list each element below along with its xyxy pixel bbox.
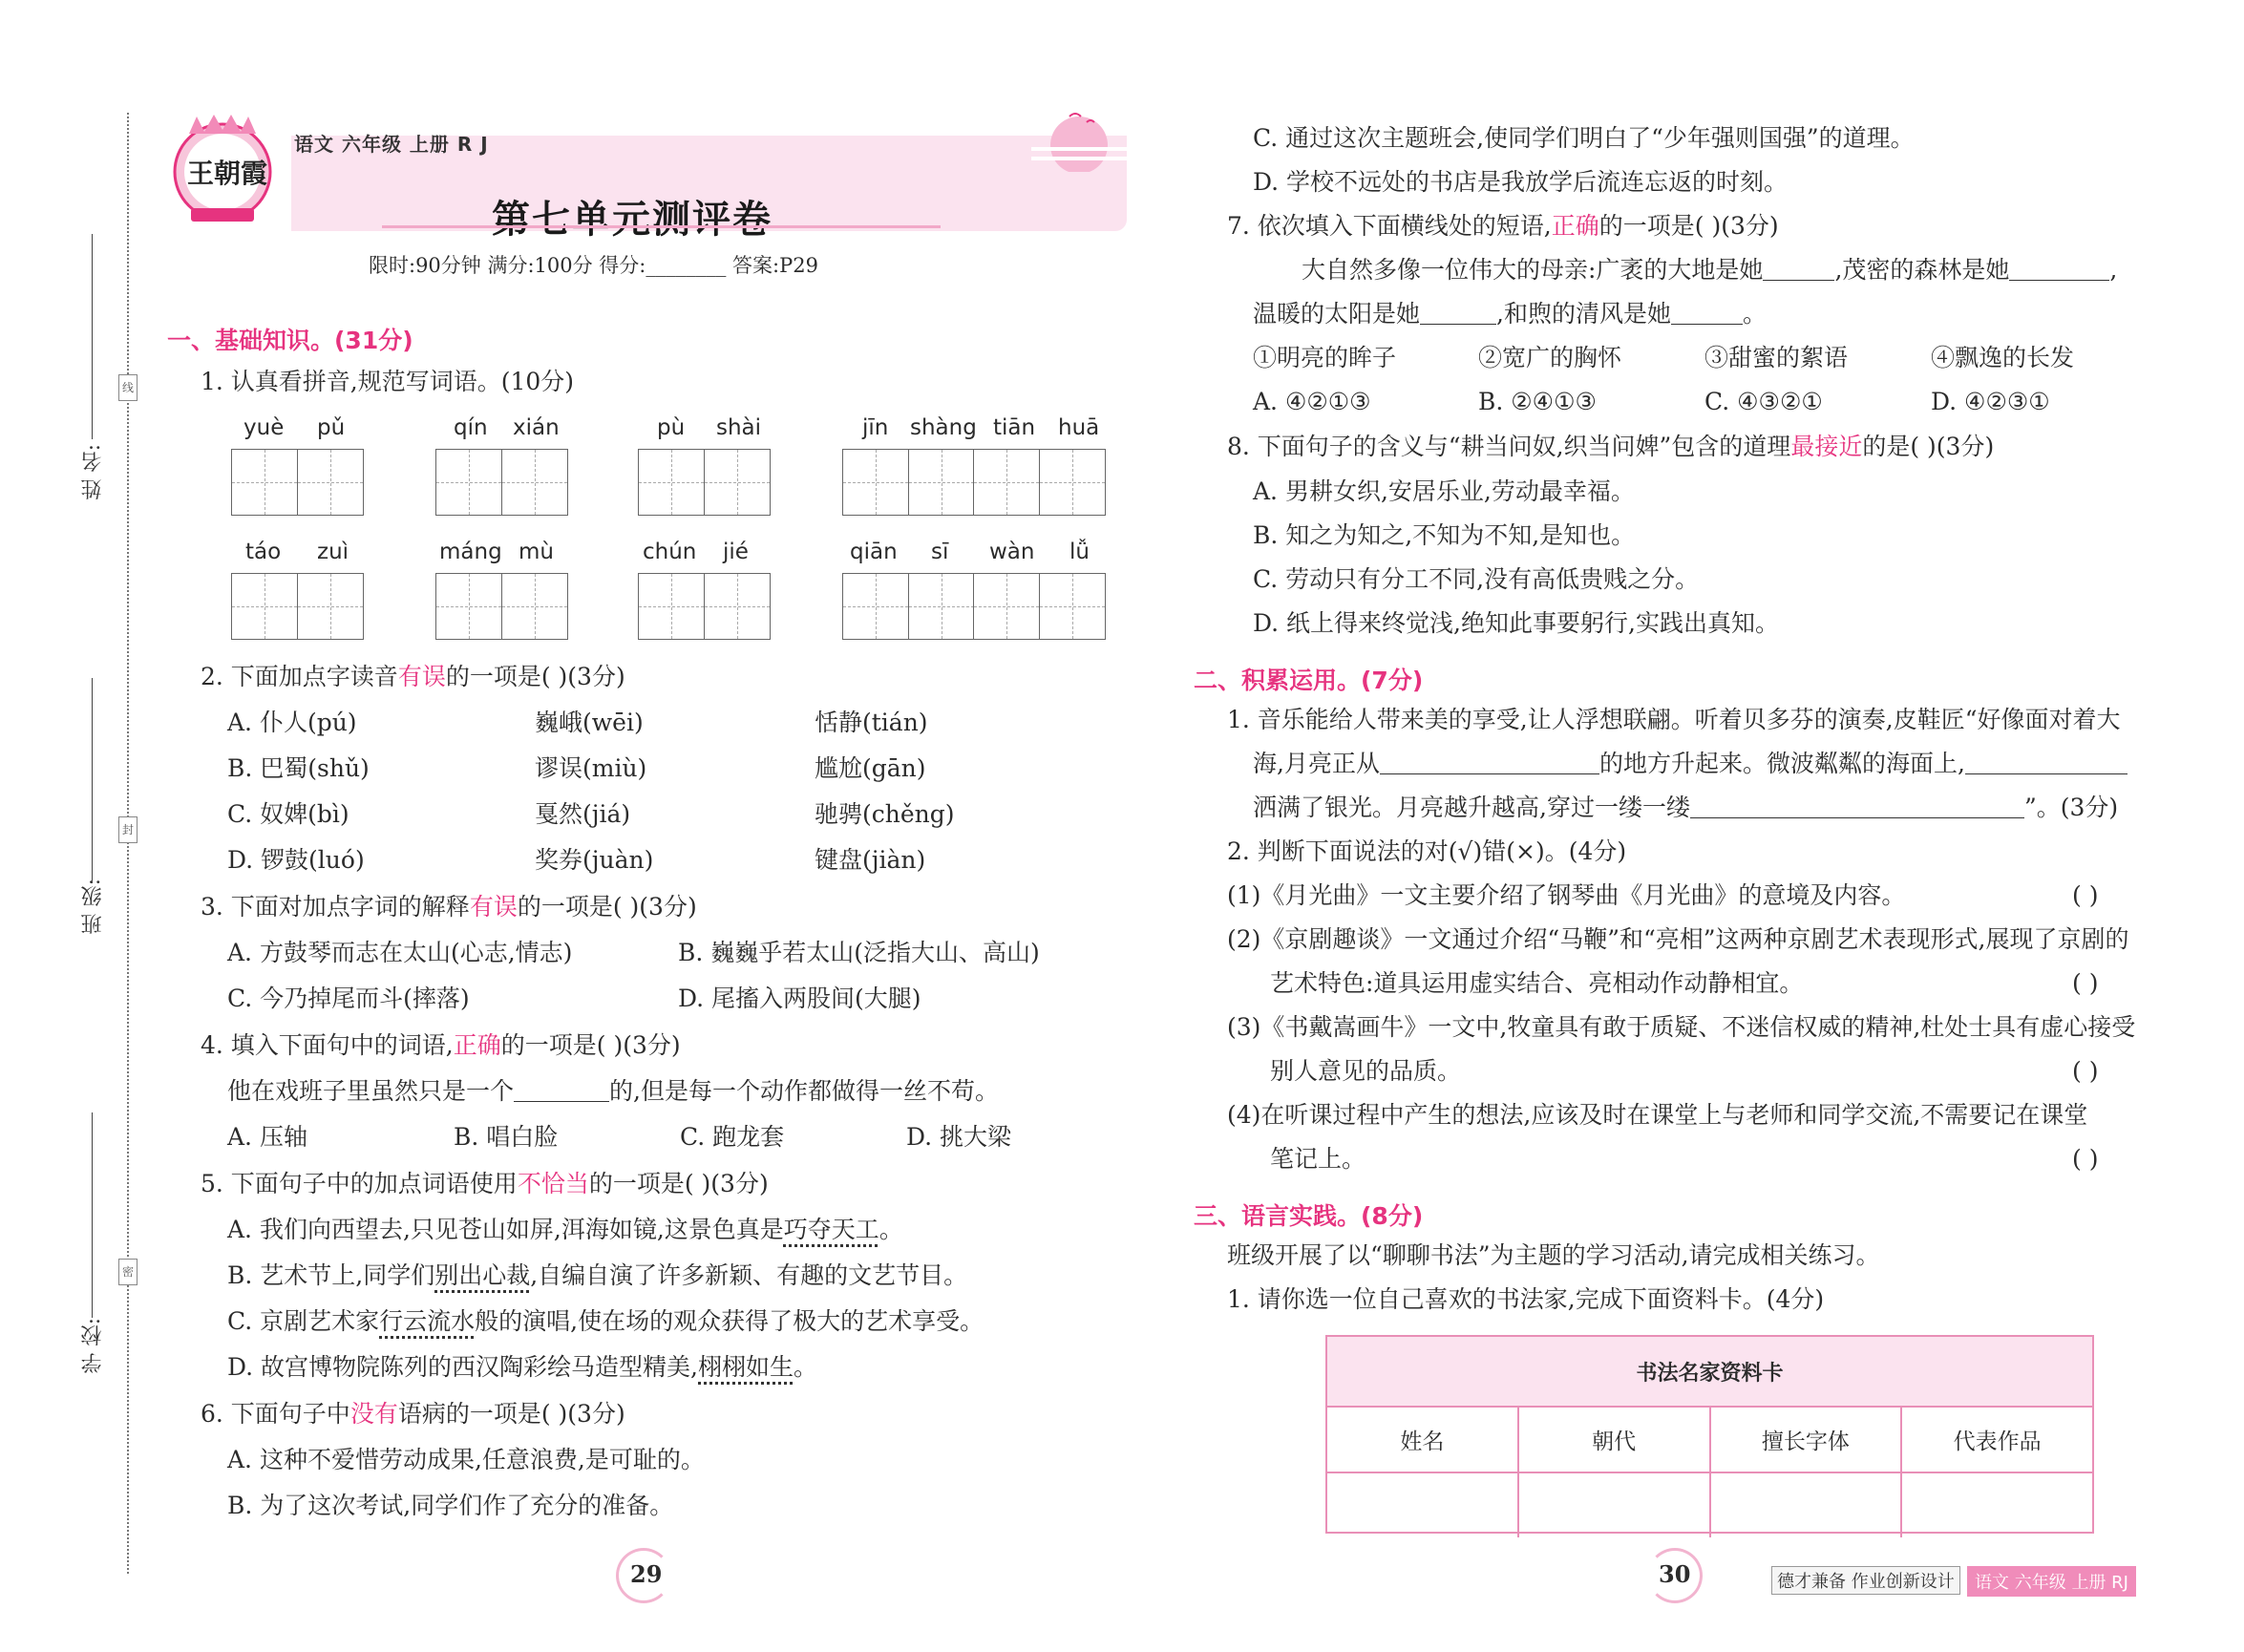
pinyin: yuè — [243, 415, 285, 440]
pinyin: tiān — [993, 415, 1036, 440]
q3-option-d[interactable]: D. 尾搐入两股间(大腿) — [678, 985, 921, 1012]
mark-line: 线 — [118, 374, 138, 401]
pinyin: shàng — [910, 415, 977, 440]
card-answer-row — [1327, 1473, 2092, 1537]
s2-q1-blank-3[interactable] — [1690, 796, 2024, 818]
pinyin: sī — [931, 540, 949, 564]
q2-option-a[interactable]: A. 仆人(pú) — [227, 709, 357, 736]
sun-decoration-icon — [1031, 105, 1127, 172]
card-cell-dynasty[interactable] — [1519, 1473, 1711, 1537]
q2-option-word: 驰骋(chěng) — [815, 800, 955, 828]
q5-option-b[interactable]: B. 艺术节上,同学们别出心裁,自编自演了许多新颖、有趣的文艺节目。 — [227, 1261, 968, 1289]
writing-grid-3[interactable] — [638, 449, 769, 516]
judge-answer-2[interactable]: ( ) — [2072, 969, 2099, 997]
page-title: 第七单元测评卷 — [492, 198, 773, 242]
q2-option-word: 恬静(tián) — [815, 709, 928, 736]
q4-blank[interactable] — [514, 1080, 609, 1102]
q7-item: ①明亮的眸子 — [1253, 344, 1397, 371]
q6-text: 6. 下面句子中没有语病的一项是( )(3分) — [201, 1400, 625, 1428]
writing-grid-6[interactable] — [435, 573, 566, 640]
q6-option-a[interactable]: A. 这种不爱惜劳动成果,任意浪费,是可耻的。 — [227, 1446, 705, 1473]
exam-meta: 限时:90分钟 满分:100分 得分:________ 答案:P29 — [369, 254, 818, 277]
q4-option-b[interactable]: B. 唱白脸 — [454, 1123, 559, 1151]
title-underline — [382, 225, 941, 228]
writing-grid-2[interactable] — [435, 449, 566, 516]
q7-passage-line1: 大自然多像一位伟大的母亲:广袤的大地是她 ,茂密的森林是她 , — [1302, 256, 2118, 284]
q5-text: 5. 下面句子中的加点词语使用不恰当的一项是( )(3分) — [201, 1170, 769, 1197]
judge-answer-1[interactable]: ( ) — [2072, 881, 2099, 909]
q2-option-word: 键盘(jiàn) — [815, 846, 926, 874]
pinyin: jīn — [862, 415, 889, 440]
pinyin: huā — [1058, 415, 1100, 440]
s2-q2-text: 2. 判断下面说法的对(√)错(×)。(4分) — [1227, 837, 1627, 865]
q8-option-b[interactable]: B. 知之为知之,不知为不知,是知也。 — [1253, 521, 1636, 549]
q2-option-word: 戛然(jiá) — [535, 800, 631, 828]
judge-item-4: (4)在听课过程中产生的想法,应该及时在课堂上与老师和同学交流,不需要记在课堂 — [1227, 1101, 2088, 1129]
section-1-title: 一、基础知识。(31分) — [167, 327, 413, 354]
pinyin: wàn — [989, 540, 1035, 564]
card-cell-name[interactable] — [1327, 1473, 1519, 1537]
card-title: 书法名家资料卡 — [1327, 1337, 2092, 1408]
pinyin: xián — [513, 415, 560, 440]
brand-logo-text: 王朝霞 — [187, 158, 268, 189]
pinyin: chún — [643, 540, 697, 564]
mark-seal: 封 — [118, 816, 138, 843]
q7-item: ②宽广的胸怀 — [1478, 344, 1622, 371]
pinyin: mù — [519, 540, 554, 564]
q2-option-word: 谬误(miù) — [535, 754, 647, 782]
card-header-row — [1327, 1408, 2092, 1473]
q8-option-a[interactable]: A. 男耕女织,安居乐业,劳动最幸福。 — [1253, 477, 1635, 505]
writing-grid-1[interactable] — [231, 449, 362, 516]
pinyin: zuì — [317, 540, 349, 564]
judge-item-2-cont: 艺术特色:道具运用虚实结合、亮相动作动静相宜。 — [1270, 969, 1804, 997]
pinyin: qiān — [850, 540, 898, 564]
q2-option-word: 尴尬(gān) — [815, 754, 926, 782]
q7-option-a[interactable]: A. ④②①③ — [1253, 388, 1371, 415]
writing-grid-8[interactable] — [842, 573, 1104, 640]
q6-option-d[interactable]: D. 学校不远处的书店是我放学后流连忘返的时刻。 — [1253, 168, 1789, 196]
q2-option-b[interactable]: B. 巴蜀(shǔ) — [227, 754, 370, 782]
q3-option-c[interactable]: C. 今乃掉尾而斗(摔落) — [227, 985, 470, 1012]
pinyin: máng — [439, 540, 502, 564]
judge-answer-4[interactable]: ( ) — [2072, 1145, 2099, 1173]
q6-option-c[interactable]: C. 通过这次主题班会,使同学们明白了“少年强则国强”的道理。 — [1253, 124, 1915, 152]
judge-item-4-cont: 笔记上。 — [1270, 1145, 1366, 1173]
q7-passage-line2: 温暖的太阳是她 ,和煦的清风是她 。 — [1253, 300, 1767, 328]
q3-option-b[interactable]: B. 巍巍乎若太山(泛指大山、高山) — [678, 939, 1040, 966]
card-cell-works[interactable] — [1902, 1473, 2092, 1537]
q2-option-word: 奖券(juàn) — [535, 846, 654, 874]
q5-option-c[interactable]: C. 京剧艺术家行云流水般的演唱,使在场的观众获得了极大的艺术享受。 — [227, 1307, 984, 1335]
page-number-left: 29 — [630, 1560, 663, 1588]
q4-text: 4. 填入下面句中的词语,正确的一项是( )(3分) — [201, 1031, 681, 1059]
q4-option-c[interactable]: C. 跑龙套 — [680, 1123, 785, 1151]
q5-option-a[interactable]: A. 我们向西望去,只见苍山如屏,洱海如镜,这景色真是巧夺天工。 — [227, 1216, 903, 1243]
name-field[interactable] — [92, 234, 93, 439]
q8-option-d[interactable]: D. 纸上得来终觉浅,绝知此事要躬行,实践出真知。 — [1253, 609, 1779, 637]
q7-option-d[interactable]: D. ④②③① — [1931, 388, 2050, 415]
s2-q1-line3: 洒满了银光。月亮越升越高,穿过一缕一缕 ”。(3分) — [1253, 794, 2119, 821]
q7-blank-3[interactable] — [1420, 303, 1496, 325]
school-label: 学 校: — [81, 1318, 105, 1374]
judge-item-1: (1)《月光曲》一文主要介绍了钢琴曲《月光曲》的意境及内容。 — [1227, 881, 1906, 909]
s2-q1-blank-1[interactable] — [1380, 752, 1599, 774]
q2-option-word: 巍峨(wēi) — [535, 709, 644, 736]
q4-option-d[interactable]: D. 挑大梁 — [906, 1123, 1012, 1151]
q3-text: 3. 下面对加点字词的解释有误的一项是( )(3分) — [201, 893, 697, 921]
page-number-right: 30 — [1659, 1560, 1691, 1588]
mark-dense: 密 — [118, 1259, 138, 1285]
q7-item: ④飘逸的长发 — [1931, 344, 2075, 371]
q2-option-d[interactable]: D. 锣鼓(luó) — [227, 846, 365, 874]
judge-item-2: (2)《京剧趣谈》一文通过介绍“马鞭”和“亮相”这两种京剧艺术表现形式,展现了京剧的 — [1227, 925, 2129, 953]
pinyin: jié — [723, 540, 749, 564]
pinyin: táo — [245, 540, 282, 564]
q2-option-c[interactable]: C. 奴婢(bì) — [227, 800, 349, 828]
card-col-name: 姓名 — [1327, 1408, 1519, 1472]
s2-q1-blank-2[interactable] — [1965, 752, 2128, 774]
class-field[interactable] — [92, 678, 93, 883]
s3-intro: 班级开展了以“聊聊书法”为主题的学习活动,请完成相关练习。 — [1227, 1241, 1880, 1269]
pinyin: shài — [716, 415, 762, 440]
q6-option-b[interactable]: B. 为了这次考试,同学们作了充分的准备。 — [227, 1492, 674, 1519]
pinyin: pǔ — [317, 415, 346, 440]
q4-sentence: 他在戏班子里虽然只是一个 的,但是每一个动作都做得一丝不苟。 — [227, 1077, 999, 1105]
card-col-works: 代表作品 — [1953, 1430, 2042, 1454]
q4-option-a[interactable]: A. 压轴 — [227, 1123, 307, 1151]
q1-text: 1. 认真看拼音,规范写词语。(10分) — [201, 368, 575, 395]
name-label: 姓 名: — [81, 444, 105, 500]
writing-grid-5[interactable] — [231, 573, 362, 640]
footer-brand: 德才兼备 作业创新设计 — [1771, 1566, 1960, 1595]
q8-text: 8. 下面句子的含义与“耕当问奴,织当问婢”包含的道理最接近的是( )(3分) — [1227, 433, 1995, 460]
pinyin: lǚ — [1069, 540, 1090, 564]
s2-q1-line1: 1. 音乐能给人带来美的享受,让人浮想联翩。听着贝多芬的演奏,皮鞋匠“好像面对着大 — [1227, 706, 2121, 733]
pinyin: pù — [657, 415, 686, 440]
school-field[interactable] — [92, 1112, 93, 1318]
writing-grid-7[interactable] — [638, 573, 769, 640]
section-3-title: 三、语言实践。(8分) — [1194, 1202, 1424, 1230]
q7-item: ③甜蜜的絮语 — [1704, 344, 1849, 371]
q8-option-c[interactable]: C. 劳动只有分工不同,没有高低贵贱之分。 — [1253, 565, 1700, 593]
q7-blank-1[interactable] — [1763, 259, 1834, 281]
s3-q1-text: 1. 请你选一位自己喜欢的书法家,完成下面资料卡。(4分) — [1227, 1285, 1825, 1313]
subject-line: 语文 六年级 上册 R J — [294, 133, 489, 156]
q2-text: 2. 下面加点字读音有误的一项是( )(3分) — [201, 663, 625, 690]
pinyin: qín — [454, 415, 488, 440]
footer-tag: 语文 六年级 上册 RJ — [1967, 1566, 2136, 1597]
judge-item-3: (3)《书戴嵩画牛》一文中,牧童具有敢于质疑、不迷信权威的精神,杜处士具有虚心接受 — [1227, 1013, 2136, 1041]
card-col-dynasty: 朝代 — [1519, 1408, 1711, 1472]
card-col-style: 擅长字体 — [1711, 1408, 1903, 1472]
q7-blank-4[interactable] — [1671, 303, 1743, 325]
q7-text: 7. 依次填入下面横线处的短语,正确的一项是( )(3分) — [1227, 212, 1779, 240]
card-cell-style[interactable] — [1711, 1473, 1903, 1537]
q5-option-d[interactable]: D. 故宫博物院陈列的西汉陶彩绘马造型精美,栩栩如生。 — [227, 1353, 818, 1381]
q7-option-b[interactable]: B. ②④①③ — [1478, 388, 1597, 415]
calligrapher-card — [1325, 1335, 2094, 1534]
q3-option-a[interactable]: A. 方鼓琴而志在太山(心志,情志) — [227, 939, 573, 966]
q7-blank-2[interactable] — [2009, 259, 2109, 281]
judge-answer-3[interactable]: ( ) — [2072, 1057, 2099, 1085]
s2-q1-line2: 海,月亮正从 的地方升起来。微波粼粼的海面上, — [1253, 752, 2128, 775]
section-2-title: 二、积累运用。(7分) — [1194, 667, 1424, 694]
writing-grid-4[interactable] — [842, 449, 1104, 516]
class-label: 班 级: — [81, 879, 105, 935]
binding-line — [127, 113, 129, 1574]
judge-item-3-cont: 别人意见的品质。 — [1270, 1057, 1462, 1085]
q7-option-c[interactable]: C. ④③②① — [1704, 388, 1823, 415]
